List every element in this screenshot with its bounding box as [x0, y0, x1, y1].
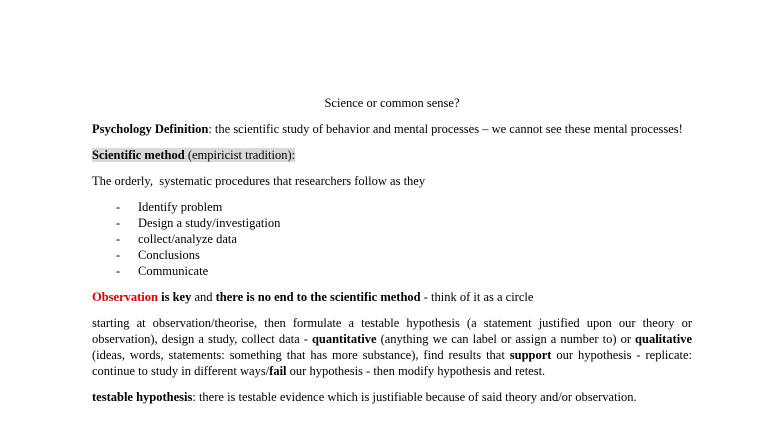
steps-list: [92, 199, 692, 279]
list-item: [116, 247, 692, 263]
process-quantitative: quantitative: [311, 332, 377, 346]
list-item-text: Design a study/investigation: [138, 216, 281, 230]
list-item: [116, 199, 692, 215]
observation-no-end: there is no end to the scientific method: [215, 290, 421, 304]
list-marker: -: [116, 200, 121, 214]
process-text-1: starting at observation/theorise, then formulate a testable hypothesis (a statement justified upon our theory or observation), design a study, collect data -: [92, 316, 692, 346]
list-item: [116, 231, 692, 247]
list-marker: -: [116, 264, 121, 278]
testable-text: : there is testable evidence which is justifiable because of said theory and/or observation.: [192, 390, 637, 404]
definition-term: Psychology Definition: [92, 122, 209, 136]
observation-plain-2: - think of it as a circle: [420, 290, 534, 304]
procedures-intro: The orderly, systematic procedures that researchers follow as they: [92, 174, 426, 188]
process-paragraph: [92, 315, 692, 379]
list-item-text: Communicate: [138, 264, 209, 278]
process-fail: fail: [269, 364, 287, 378]
definition-text: : the scientific study of behavior and mental processes – we cannot see these mental processes!: [208, 122, 683, 136]
list-item: [116, 263, 692, 279]
process-text-4: our hypothesis - replicate: continue to study in different ways/: [92, 348, 692, 378]
list-item-text: Conclusions: [138, 248, 200, 262]
method-text: (empiricist tradition):: [184, 148, 296, 162]
observation-term: Observation: [92, 290, 158, 304]
document-body: [92, 95, 692, 415]
list-marker: -: [116, 216, 121, 230]
list-item-text: collect/analyze data: [138, 232, 237, 246]
method-heading-highlight: [92, 148, 295, 162]
definition-paragraph: [92, 121, 692, 137]
process-text-3: (ideas, words, statements: something that has more substance), find results that: [92, 348, 510, 362]
testable-term: testable hypothesis: [92, 390, 193, 404]
process-support: support: [509, 348, 552, 362]
observation-key: is key: [157, 290, 192, 304]
list-item: [116, 215, 692, 231]
method-term: Scientific method: [92, 148, 185, 162]
document-title: Science or common sense?: [324, 96, 460, 110]
observation-paragraph: [92, 289, 692, 305]
list-marker: -: [116, 232, 121, 246]
method-heading: [92, 147, 692, 163]
list-marker: -: [116, 248, 121, 262]
process-text-5: our hypothesis - then modify hypothesis and retest.: [286, 364, 546, 378]
process-text-2: (anything we can label or assign a number to) or: [376, 332, 636, 346]
process-qualitative: qualitative: [635, 332, 692, 346]
list-item-text: Identify problem: [138, 200, 223, 214]
observation-plain-1: and: [191, 290, 216, 304]
testable-paragraph: [92, 389, 692, 405]
